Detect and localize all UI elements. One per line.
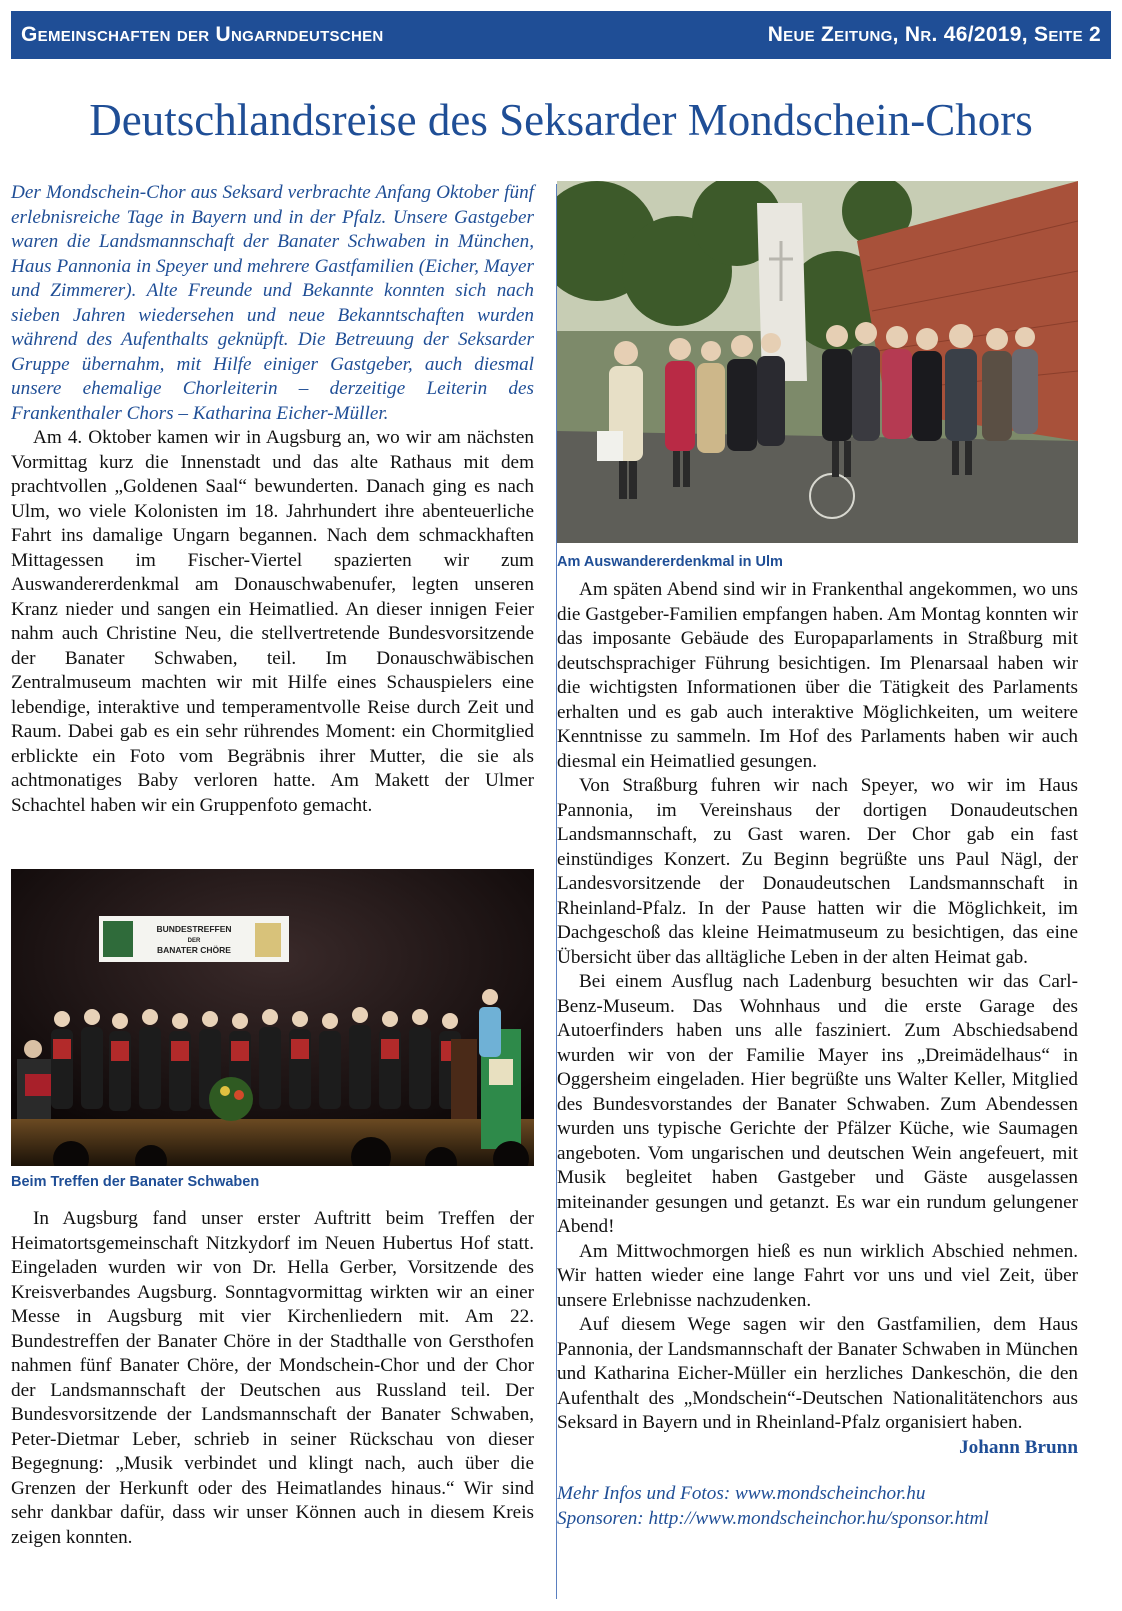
author-signature: Johann Brunn: [959, 1436, 1078, 1458]
header-issue-info: Neue Zeitung, Nr. 46/2019, Seite 2: [767, 23, 1101, 46]
paragraph-speyer: Von Straßburg fuhren wir nach Speyer, wo wir im Haus Pannonia, im Vereinshaus der dortigen Donaudeutschen Landsmannschaft, zu Gast waren. Der Chor gab ein fast einstündiges Konzert. Zu Beginn begrüßte uns Paul Nägl, der Landesvorsitzende der Donaudeutschen Landsmannschaft in Rheinland-Pfalz. In der Pause hatten wir die Möglichkeit, im Dachgeschoß das kleine Heimatmuseum zu besichtigen, das eine Übersicht über das alltägliche Leben in der alten Heimat gab.: [557, 775, 1078, 968]
paragraph-farewell: Am Mittwochmorgen hieß es nun wirklich Abschied nehmen. Wir hatten wieder eine lange Fahrt vor uns und viel Zeit, über unsere Erlebnisse nachzudenken.: [557, 1240, 1078, 1311]
stage-photo: [11, 869, 534, 1166]
paragraph-thanks: Auf diesem Wege sagen wir den Gastfamilien, dem Haus Pannonia, der Landsmannschaft der Banater Schwaben in München und Katharina Eicher-Müller ein herzliches Dankeschön, die den Aufenthalt des „Mondschein“-Deutschen Nationalitätenchors aus Seksard in Bayern und in Rheinland-Pfalz organisiert haben.: [557, 1314, 1078, 1433]
paragraph-augsburg-performance: In Augsburg fand unser erster Auftritt beim Treffen der Heimatortsgemeinschaft Nitzkydorf im Neuen Hubertus Hof statt. Eingeladen wurden wir von Dr. Hella Gerber, Vorsitzende des Kreisverbandes Augsburg. Sonntagvormittag wirkten wir an einer Messe in Augsburg mit vier Kirchenliedern mit. Am 22. Bundestreffen der Banater Chöre in der Stadthalle von Gersthofen nahmen fünf Banater Chöre, der Mondschein-Chor und der Chor der Landsmannschaft der Deutschen aus Russland teil. Der Bundesvorsitzende der Landsmannschaft der Banater Schwaben, Peter-Dietmar Leber, schrieb in seiner Rückschau von dieser Begegnung: „Musik verbindet und klingt nach, auch über die Grenzen der Herkunft oder des Heimatlandes hinaus.“ Wir sind sehr dankbar dafür, dass wir unser Können auch in diesem Kreis zeigen konnten.: [11, 1208, 534, 1548]
ulm-photo-image: [557, 181, 1078, 543]
right-column: [557, 578, 1078, 1531]
stage-photo-image: [11, 869, 534, 1166]
left-column-lower: [11, 1207, 534, 1550]
ulm-photo: [557, 181, 1078, 543]
paragraph-ladenburg: Bei einem Ausflug nach Ladenburg besuchten wir das Carl-Benz-Museum. Das Wohnhaus und die erste Garage des Autoerfinders haben uns alle fasziniert. Zum Abschiedsabend wurden wir von der Familie Mayer ins „Dreimädelhaus“ in Oggersheim eingeladen. Hier begrüßte uns Walter Keller, Mitglied des Bundesvorstandes der Banater Schwaben. Zum Abendessen wurden uns typische Gerichte der Pfälzer Küche, wie Saumagen angeboten. Vom ungarischen und deutschen Wein angefeuert, mit Musik begleitet haben Gastgeber und Gäste ausgelassen miteinander gesungen und getanzt. Es war ein rundum gelungener Abend!: [557, 971, 1078, 1237]
banner-text-line2: DER: [187, 938, 201, 944]
article-title: Deutschlandsreise des Seksarder Mondschein-Chors: [89, 95, 1033, 145]
sponsor-link[interactable]: Sponsoren: http://www.mondscheinchor.hu/sponsor.html: [557, 1507, 989, 1529]
paragraph-augsburg-ulm: Am 4. Oktober kamen wir in Augsburg an, wo wir am nächsten Vormittag kurz die Innenstadt und das alte Rathaus mit dem prachtvollen „Goldenen Saal“ bewunderten. Danach ging es nach Ulm, wo viele Kolonisten im 18. Jahrhundert ihre abenteuerliche Fahrt ins damalige Ungarn begannen. Nach dem schmackhaften Mittagessen im Fischer-Viertel spazierten wir zum Auswandererdenkmal am Donauschwabenufer, legten unseren Kranz nieder und sangen ein Heimatlied. An dieser innigen Feier nahm auch Christine Neu, die stellvertretende Bundesvorsitzende der Banater Schwaben, teil. Im Donauschwäbischen Zentralmuseum machten wir mit Hilfe eines Schauspielers eine lebendige, interaktive und temperamentvolle Reise durch Zeit und Raum. Dabei gab es ein sehr rührendes Moment: ein Chormitglied erblickte ein Foto vom Begräbnis ihrer Mutter, die sie als achtmonatiges Baby verloren hatte. Am Makett der Ulmer Schachtel haben wir ein Gruppenfoto gemacht.: [11, 427, 534, 816]
banner-text-line1: BUNDESTREFFEN: [156, 924, 232, 934]
banner-text-line3: BANATER CHÖRE: [157, 945, 231, 955]
ulm-photo-caption: Am Auswandererdenkmal in Ulm: [557, 554, 783, 570]
article-intro: Der Mondschein-Chor aus Seksard verbrachte Anfang Oktober fünf erlebnisreiche Tage in Bayern und in der Pfalz. Unsere Gastgeber waren die Landsmannschaft der Banater Schwaben in München, Haus Pannonia in Speyer und mehrere Gastfamilien (Eicher, Mayer und Zimmerer). Alte Freunde und Bekannte konnten sich nach sieben Jahren wiedersehen und neue Bekanntschaften wurden während des Aufenthalts geknüpft. Die Betreuung der Seksarder Gruppe übernahm, mit Hilfe einiger Gastgeber, auch diesmal unsere ehemalige Chorleiterin – derzeitige Leiterin des Frankenthaler Chors – Katharina Eicher-Müller.: [11, 182, 534, 424]
more-info-link[interactable]: Mehr Infos und Fotos: www.mondscheinchor.hu: [557, 1483, 926, 1504]
paragraph-frankenthal-strassburg: Am späten Abend sind wir in Frankenthal angekommen, wo uns die Gastgeber-Familien empfangen haben. Am Montag konnten wir das imposante Gebäude des Europaparlaments in Straßburg mit deutschsprachiger Führung besichtigen. Im Plenarsaal haben wir die wichtigsten Informationen über die Tätigkeit des Parlaments erhalten und es gab auch interaktive Möglichkeiten, um weitere Kenntnisse zu sammeln. Im Hof des Parlaments haben wir auch diesmal ein Heimatlied gesungen.: [557, 579, 1078, 772]
page-header: [11, 11, 1111, 59]
header-section-title: Gemeinschaften der Ungarndeutschen: [21, 23, 384, 46]
stage-photo-caption: Beim Treffen der Banater Schwaben: [11, 1174, 260, 1190]
left-column-upper: [11, 181, 534, 818]
